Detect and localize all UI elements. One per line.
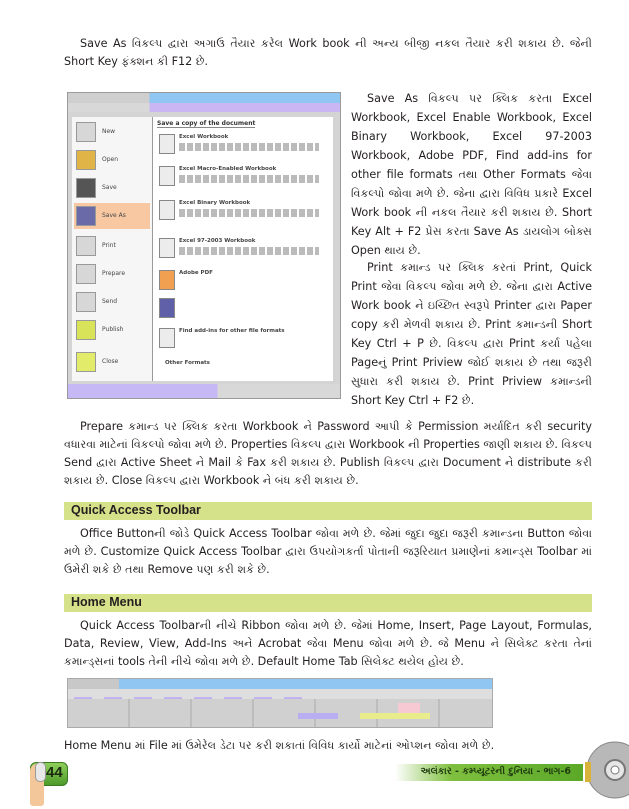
- pdf-icon: [159, 270, 175, 290]
- page-number: 44: [46, 764, 63, 781]
- menu-item-save-as: Save As: [74, 203, 150, 229]
- heading-text: Quick Access Toolbar: [71, 503, 201, 517]
- ribbon-titlebar: [68, 679, 492, 689]
- new-icon: [76, 122, 96, 142]
- menu-item-publish: Publish: [74, 317, 150, 343]
- folder-icon: [76, 150, 96, 170]
- mouse-icon: [35, 762, 46, 782]
- paragraph-print: Print કમાન્ડ પર ક્લિક કરતાં Print, Quick Print જેવા વિકલ્પ જોવા મળે છે. જેના દ્વારા Active Work book ને ઇચ્છિત સ્વરૂપે Printer દ્વારા Paper copy કરી મેળવી શકાય છે. Print કમાન્ડની Short Key Ctrl + P છે. વિકલ્પ દ્વારા Print કર્યા પહેલા Pageનું Print Priview જોઈ શકાય છે તથા જરૂરી સુધારા કરી શકાય છે. Print Priview કમાન્ડની Short Key Ctrl + F2 છે.: [351, 261, 592, 407]
- menu-item-close: Close: [74, 349, 150, 375]
- send-icon: [76, 292, 96, 312]
- workbook-icon: [159, 200, 175, 220]
- save-as-icon: [76, 206, 96, 226]
- option-excel-workbook: Excel Workbook: [157, 131, 327, 161]
- menu-item-print: Print: [74, 233, 150, 259]
- close-folder-icon: [76, 352, 96, 372]
- printer-icon: [76, 236, 96, 256]
- workbook-icon: [159, 134, 175, 154]
- option-save-icon: [157, 295, 327, 325]
- screenshot-quick-access-toolbar: [68, 103, 340, 112]
- heading-home-menu: [64, 594, 592, 612]
- menu-item-open: Open: [74, 147, 150, 173]
- workbook-icon: [159, 238, 175, 258]
- paragraph-save-as-options: Save As વિકલ્પ પર ક્લિક કરતા Excel Workbook, Excel Enable Workbook, Excel Binary Workbook, Excel 97-2003 Workbook, Adobe PDF, Find add-ins for other file formats તથા Other Formats જેવા વિકલ્પો જોવા મળે છે. જેના દ્વારા વિવિધ પ્રકારે Excel Work book ની નકલ તૈયાર કરી શકાય છે. Short Key Alt + F2 પ્રેસ કરતા Save As ડાયલોગ બોક્સ Open થાય છે.: [351, 92, 592, 257]
- paragraph-quick-access: Office Buttonની જોડે Quick Access Toolbar જોવા મળે છે. જેમાં જુદા જુદા જરૂરી કમાન્ડના Button જોવા મળે છે. Customize Quick Access Toolbar દ્વારા ઉપયોગકર્તા પોતાની જરૂરિયાત પ્રમાણેનાં કમાન્ડ્સ Toolbar માં ઉમેરી શકે છે તથા Remove પણ કરી શકે છે.: [64, 527, 592, 576]
- office-menu-screenshot: [67, 92, 341, 399]
- paragraph-save-as-intro: Save As વિકલ્પ દ્વારા અગાઉ તૈયાર કરેલ Work book ની અન્ય બીજી નકલ તૈયાર કરી શકાય છે. જેની Short Key ફંક્શન કી F12 છે.: [64, 37, 592, 68]
- menu-item-send: Send: [74, 289, 150, 315]
- workbook-icon: [159, 166, 175, 186]
- cd-disc-icon: [585, 740, 629, 800]
- menu-item-prepare: Prepare: [74, 261, 150, 287]
- add-ins-icon: [159, 328, 175, 348]
- save-icon: [76, 178, 96, 198]
- paragraph-prepare: Prepare કમાન્ડ પર ક્લિક કરતા Workbook ને Password આપી કે Permission મર્યાદિત કરી security વધારવા માટેનાં વિકલ્પો જોવા મળે છે. Properties વિકલ્પ દ્વારા Workbook ની Properties જાણી શકાય છે. વિકલ્પ Send દ્વારા Active Sheet ને Mail કે Fax કરી શકાય છે. Publish વિકલ્પ દ્વારા Document ને distribute કરી શકાય છે. Close વિકલ્પ દ્વારા Workbook ને બંધ કરી શકાય છે.: [64, 420, 592, 487]
- option-other-formats: Other Formats: [165, 360, 210, 366]
- save-copy-header: Save a copy of the document: [157, 120, 256, 127]
- option-excel-macro-workbook: Excel Macro-Enabled Workbook: [157, 163, 327, 193]
- option-adobe-pdf: Adobe PDF: [157, 267, 327, 297]
- menu-item-save: Save: [74, 175, 150, 201]
- paragraph-home-menu: Quick Access Toolbarની નીચે Ribbon જોવા મળે છે. જેમાં Home, Insert, Page Layout, Formulas, Data, Review, View, Add-Ins અને Acrobat જેવા Menu જોવા મળે છે. જે Menu ને સિલેક્ટ કરતા તેનાં કમાન્ડ્સનાં tools તેની નીચે જોવા મળે છે. Default Home Tab સિલેક્ટ થયેલ હોય છે.: [64, 619, 592, 668]
- option-excel-binary-workbook: Excel Binary Workbook: [157, 197, 327, 227]
- screenshot-bottom-bar: [68, 384, 340, 398]
- option-find-add-ins: Find add-ins for other file formats: [157, 325, 327, 355]
- prepare-icon: [76, 264, 96, 284]
- menu-item-new: New: [74, 119, 150, 145]
- publish-icon: [76, 320, 96, 340]
- heading-quick-access-toolbar: [64, 502, 592, 520]
- option-excel-97-2003-workbook: Excel 97-2003 Workbook: [157, 235, 327, 265]
- paragraph-home-menu-file: Home Menu માં File માં ઉમેરેલ ડેટા પર કરી શકાતાં વિવિધ કાર્યો માટેનાં ઓપ્શન જોવા મળે છે.: [64, 739, 495, 752]
- ribbon-tabs: [68, 689, 492, 698]
- save-icon: [159, 298, 175, 318]
- office-menu-right-pane: [153, 117, 333, 381]
- book-title: અલંકાર - કમ્પ્યૂટરની દુનિયા - ભાગ-6: [420, 766, 571, 777]
- screenshot-titlebar: [68, 93, 340, 103]
- office-menu-left-pane: [72, 117, 153, 381]
- footer-title-band: [395, 764, 583, 781]
- heading-text: Home Menu: [71, 595, 142, 609]
- ribbon-screenshot: [67, 678, 493, 728]
